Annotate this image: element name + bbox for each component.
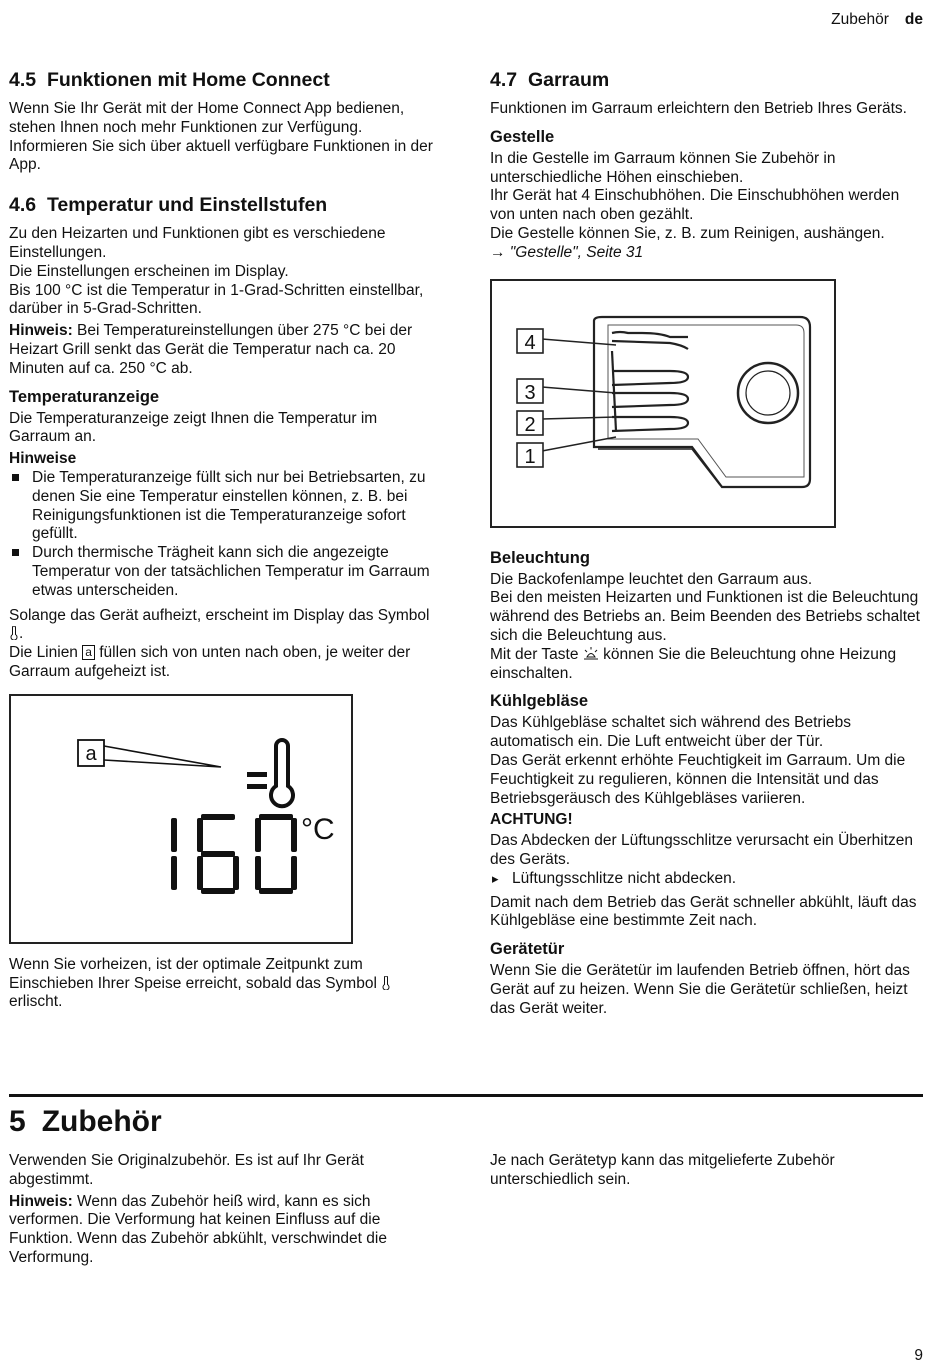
page-number: 9 xyxy=(914,1347,923,1364)
paragraph: Bei den meisten Heizarten und Funktionen ist die Beleuchtung während des Betriebs an. Beim Beenden des Betriebs schaltet sich die Beleuchtung aus. xyxy=(490,589,920,644)
paragraph: Wenn Sie die Gerätetür im laufenden Betrieb öffnen, hört das Gerät auf zu heizen. Wenn Sie die Gerätetür schließen, heizt das Gerät weiter. xyxy=(490,962,910,1017)
oven-shelf-figure xyxy=(490,279,836,528)
paragraph-text: Die Linien xyxy=(9,644,78,662)
paragraph: Wenn Sie Ihr Gerät mit der Home Connect App bedienen, stehen Ihnen noch mehr Funktionen zur Verfügung. xyxy=(9,100,405,136)
light-icon xyxy=(583,647,599,661)
subheading-temperaturanzeige: Temperaturanzeige xyxy=(9,387,160,406)
instruction-step: ▸ Lüftungsschlitze nicht abdecken. xyxy=(490,870,922,889)
chapter-number: 5 xyxy=(9,1105,26,1138)
shelf-level-label: 4 xyxy=(524,331,536,354)
paragraph: Die Gestelle können Sie, z. B. zum Reinigen, aushängen. xyxy=(490,224,885,242)
chapter-title: Zubehör xyxy=(41,1105,162,1138)
section-title: Funktionen mit Home Connect xyxy=(46,69,330,91)
section-4-6-heading xyxy=(9,193,441,217)
paragraph-text: Wenn Sie vorheizen, ist der optimale Zeitpunkt zum Einschieben Ihrer Speise erreicht, sobald das Symbol xyxy=(9,955,377,992)
list-item: Durch thermische Trägheit kann sich die angezeigte Temperatur von der tatsächlichen Temperatur im Garraum etwas unterscheiden. xyxy=(9,544,441,600)
hint-text: Wenn das Zubehör heiß wird, kann es sich verformen. Die Verformung hat keinen Einfluss auf die Funktion. Wenn das Zubehör abkühlt, verschwindet die Verformung. xyxy=(9,1192,387,1266)
chapter-divider xyxy=(9,1094,923,1097)
paragraph: Funktionen im Garraum erleichtern den Betrieb Ihres Geräts. xyxy=(490,100,907,117)
shelf-level-labels xyxy=(517,329,543,468)
hints-heading: Hinweise xyxy=(9,450,77,468)
subheading-beleuchtung: Beleuchtung xyxy=(490,548,590,567)
section-number: 4.7 xyxy=(490,69,518,91)
chapter-5-left-column xyxy=(9,1152,441,1268)
section-number: 4.6 xyxy=(9,194,37,217)
paragraph: Bis 100 °C ist die Temperatur in 1-Grad-Schritten einstellbar, darüber in 5-Grad-Schritten. xyxy=(9,281,424,318)
display-illustration xyxy=(11,696,351,942)
paragraph: Solange das Gerät aufheizt, erscheint im Display das Symbol . xyxy=(9,606,430,643)
callout-marker: a xyxy=(82,645,95,660)
paragraph-text: können Sie die Beleuchtung ohne Heizung einschalten. xyxy=(490,645,897,682)
chapter-5-right-column xyxy=(490,1152,922,1190)
paragraph-text: Solange das Gerät aufheizt, erscheint im Display das Symbol xyxy=(9,606,430,624)
hints-list xyxy=(9,469,441,601)
paragraph: Damit nach dem Betrieb das Gerät schneller abkühlt, läuft das Kühlgebläse eine bestimmte Zeit nach. xyxy=(490,893,917,930)
section-number: 4.5 xyxy=(9,69,37,91)
left-column xyxy=(9,68,441,1012)
subheading-gestelle: Gestelle xyxy=(490,127,555,146)
section-4-5-heading xyxy=(9,68,441,92)
temperature-unit: °C xyxy=(301,812,335,846)
cross-reference-link[interactable]: → "Gestelle", Seite 31 xyxy=(490,243,644,261)
section-title: Garraum xyxy=(527,69,610,91)
heating-symbol xyxy=(247,740,293,806)
paragraph: Das Abdecken der Lüftungsschlitze verursacht ein Überhitzen des Geräts. xyxy=(490,832,914,868)
page-header xyxy=(831,11,923,29)
paragraph xyxy=(490,646,922,684)
list-item: Die Temperaturanzeige füllt sich nur bei Betriebsarten, zu denen Sie eine Temperatur einstellen können, z. B. bei Reinigungsfunktionen ist die Temperaturanzeige sofort gefüllt. xyxy=(9,469,441,544)
subheading-kuehlgeblaese: Kühlgebläse xyxy=(490,692,589,711)
header-language: de xyxy=(904,11,923,28)
section-title: Temperatur und Einstellstufen xyxy=(46,194,328,217)
callout-letter: a xyxy=(85,742,97,765)
thermometer-icon xyxy=(9,626,19,640)
subheading-geraetetuer: Gerätetür xyxy=(490,940,565,959)
paragraph: In die Gestelle im Garraum können Sie Zubehör in unterschiedliche Höhen einschieben. xyxy=(490,149,836,186)
paragraph: Zu den Heizarten und Funktionen gibt es verschiedene Einstellungen. xyxy=(9,225,386,261)
paragraph xyxy=(9,956,441,1012)
thermometer-icon xyxy=(381,976,391,990)
hint-paragraph xyxy=(9,322,441,378)
paragraph: Die Einstellungen erscheinen im Display. xyxy=(9,262,289,280)
paragraph: Ihr Gerät hat 4 Einschubhöhen. Die Einschubhöhen werden von unten nach oben gezählt. xyxy=(490,187,900,224)
paragraph: Das Gerät erkennt erhöhte Feuchtigkeit im Garraum. Um die Feuchtigkeit zu regulieren, können die Intensität und das Betriebsgeräusch des Kühlgebläses variieren. xyxy=(490,751,906,807)
paragraph: Informieren Sie sich über aktuell verfügbare Funktionen in der App. xyxy=(9,137,433,174)
right-column xyxy=(490,68,922,1019)
paragraph-text: Mit der Taste xyxy=(490,645,579,663)
hint-label: Hinweis: xyxy=(9,322,73,340)
oven-illustration xyxy=(492,281,834,526)
paragraph: Die Temperaturanzeige zeigt Ihnen die Temperatur im Garraum an. xyxy=(9,409,378,446)
callout-leader xyxy=(104,746,221,767)
shelf-level-label: 1 xyxy=(524,445,536,468)
header-section: Zubehör xyxy=(831,11,889,28)
paragraph: Je nach Gerätetyp kann das mitgelieferte Zubehör unterschiedlich sein. xyxy=(490,1152,835,1188)
paragraph: Das Kühlgebläse schaltet sich während des Betriebs automatisch ein. Die Luft entweicht über der Tür. xyxy=(490,714,852,751)
paragraph-text: füllen sich von unten nach oben, je weiter der Garraum aufgeheizt ist. xyxy=(9,644,411,680)
temperature-digits xyxy=(171,814,297,894)
hint-text: Bei Temperatureinstellungen über 275 °C bei der Heizart Grill senkt das Gerät die Temperatur nach ca. 20 Minuten auf ca. 250 °C ab. xyxy=(9,322,413,377)
shelf-level-label: 2 xyxy=(524,413,536,436)
paragraph-text: erlischt. xyxy=(9,993,63,1011)
attention-label: ACHTUNG! xyxy=(490,811,573,829)
hint-label: Hinweis: xyxy=(9,1192,73,1210)
hint-paragraph xyxy=(9,1193,441,1268)
paragraph: Verwenden Sie Originalzubehör. Es ist auf Ihr Gerät abgestimmt. xyxy=(9,1152,364,1188)
display-figure xyxy=(9,694,353,944)
shelf-level-label: 3 xyxy=(524,381,536,404)
chapter-5-heading xyxy=(9,1104,162,1140)
section-4-7-heading xyxy=(490,68,922,92)
paragraph xyxy=(9,644,441,682)
paragraph: Die Backofenlampe leuchtet den Garraum aus. xyxy=(490,570,813,588)
